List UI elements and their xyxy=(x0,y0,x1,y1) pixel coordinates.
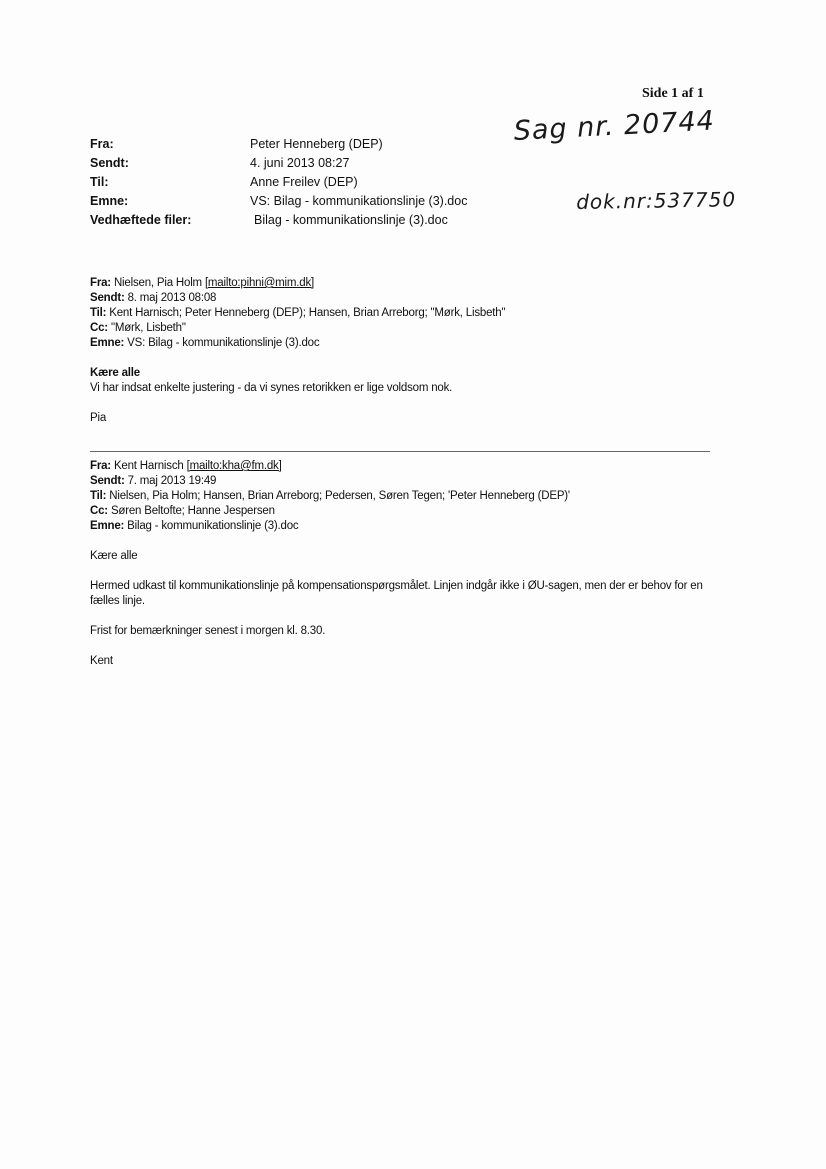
msg1-from-email-link[interactable]: [mailto:pihni@mim.dk] xyxy=(204,277,315,289)
header-attachments-value: Bilag - kommunikationslinje (3).doc xyxy=(254,212,448,227)
email-header xyxy=(90,134,510,229)
msg1-from-row xyxy=(90,276,730,291)
msg2-from-email-link[interactable]: [mailto:kha@fm.dk] xyxy=(186,460,282,472)
msg2-cc-label: Cc: xyxy=(90,505,108,517)
msg2-subject-value: Bilag - kommunikationslinje (3).doc xyxy=(127,520,299,532)
msg2-subject-row xyxy=(90,519,730,534)
header-to-label: Til: xyxy=(90,174,109,189)
msg2-deadline: Frist for bemærkninger senest i morgen kl. 8.30. xyxy=(90,625,326,637)
msg1-from-name: Nielsen, Pia Holm xyxy=(113,277,202,289)
header-attachments-label: Vedhæftede filer: xyxy=(90,212,192,227)
header-attachments-row xyxy=(90,210,510,229)
header-to-value: Anne Freilev (DEP) xyxy=(250,174,358,189)
msg2-greeting: Kære alle xyxy=(90,550,138,562)
msg2-sent-label: Sendt: xyxy=(90,475,125,487)
quoted-message-1 xyxy=(90,276,730,426)
msg1-body: Vi har indsat enkelte justering - da vi synes retorikken er lige voldsom nok. xyxy=(90,382,453,394)
header-to-row xyxy=(90,172,510,191)
msg1-greeting: Kære alle xyxy=(90,367,140,379)
msg2-from-row xyxy=(90,459,730,474)
msg2-cc-row xyxy=(90,504,730,519)
msg1-cc-value: "Mørk, Lisbeth" xyxy=(110,322,186,334)
msg2-to-label: Til: xyxy=(90,490,107,502)
msg2-to-row xyxy=(90,489,730,504)
header-subject-value: VS: Bilag - kommunikationslinje (3).doc xyxy=(250,193,468,208)
msg2-signature: Kent xyxy=(90,655,113,667)
handwritten-document-number: dok.nr:537750 xyxy=(576,187,737,214)
message-divider xyxy=(90,451,710,452)
msg1-sent-row xyxy=(90,291,730,306)
msg2-body: Hermed udkast til kommunikationslinje på kompensationspørgsmålet. Linjen indgår ikke i ØU-sagen, men der er behov for en fælles linje. xyxy=(90,580,703,607)
msg1-sent-label: Sendt: xyxy=(90,292,125,304)
msg1-from-label: Fra: xyxy=(90,277,111,289)
msg2-cc-value: Søren Beltofte; Hanne Jespersen xyxy=(110,505,275,517)
header-from-value: Peter Henneberg (DEP) xyxy=(250,136,383,151)
header-sent-row xyxy=(90,153,510,172)
msg2-from-label: Fra: xyxy=(90,460,111,472)
msg1-signature: Pia xyxy=(90,412,107,424)
msg1-cc-row xyxy=(90,321,730,336)
msg1-subject-row xyxy=(90,336,730,351)
msg1-sent-value: 8. maj 2013 08:08 xyxy=(127,292,217,304)
msg1-cc-label: Cc: xyxy=(90,322,108,334)
msg1-to-row xyxy=(90,306,730,321)
msg2-to-value: Nielsen, Pia Holm; Hansen, Brian Arreborg; Pedersen, Søren Tegen; 'Peter Henneberg (DEP)' xyxy=(109,490,570,502)
msg1-subject-value: VS: Bilag - kommunikationslinje (3).doc xyxy=(127,337,320,349)
handwritten-case-number: Sag nr. 20744 xyxy=(513,105,716,147)
header-sent-label: Sendt: xyxy=(90,155,129,170)
msg2-sent-row xyxy=(90,474,730,489)
quoted-message-2 xyxy=(90,459,730,669)
msg1-to-label: Til: xyxy=(90,307,107,319)
header-subject-label: Emne: xyxy=(90,193,129,208)
msg2-from-name: Kent Harnisch xyxy=(113,460,184,472)
header-subject-row xyxy=(90,191,510,210)
msg1-to-value: Kent Harnisch; Peter Henneberg (DEP); Hansen, Brian Arreborg; "Mørk, Lisbeth" xyxy=(109,307,506,319)
msg1-subject-label: Emne: xyxy=(90,337,125,349)
page-number: Side 1 af 1 xyxy=(642,86,704,101)
msg2-subject-label: Emne: xyxy=(90,520,125,532)
header-from-row xyxy=(90,134,510,153)
header-sent-value: 4. juni 2013 08:27 xyxy=(250,155,350,170)
msg2-sent-value: 7. maj 2013 19:49 xyxy=(127,475,217,487)
header-from-label: Fra: xyxy=(90,136,114,151)
